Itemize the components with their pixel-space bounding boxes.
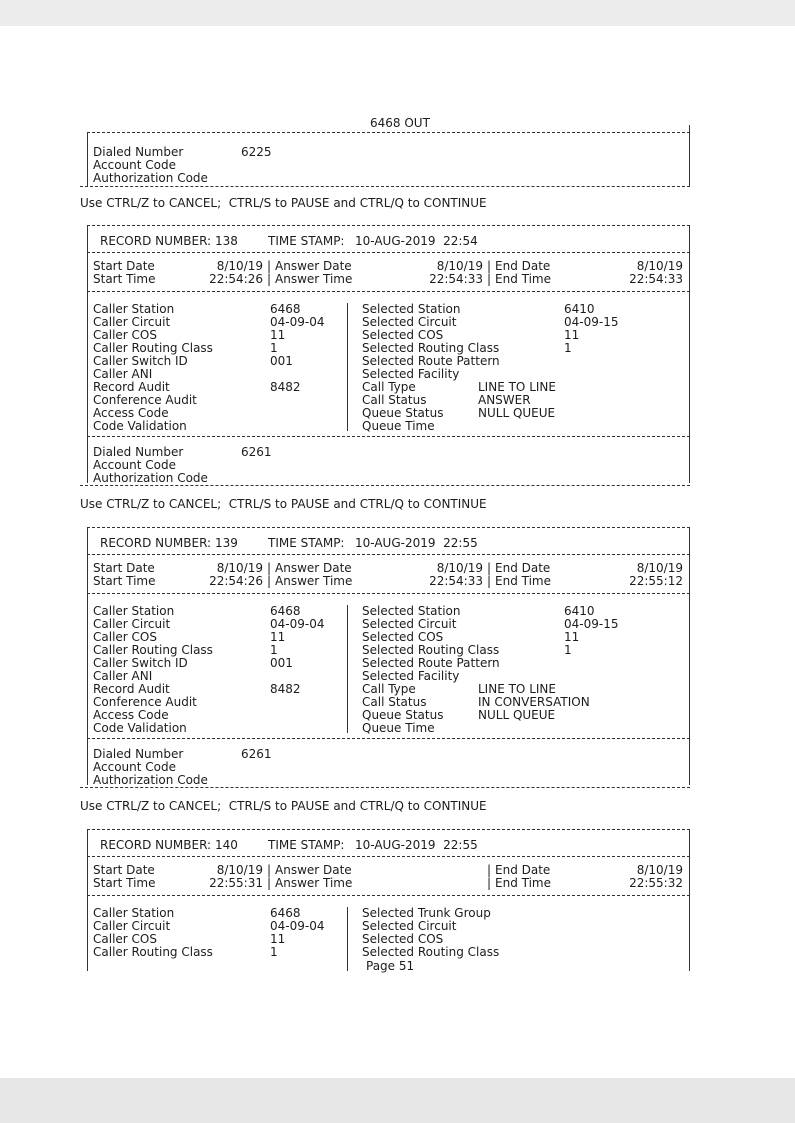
caller-routing-class-value: 1 [270,643,278,657]
selected-routing-class-value: 1 [564,341,572,355]
box-border-left [87,225,88,483]
record-number-label: RECORD NUMBER: [100,536,212,550]
answer-time-label: Answer Time [275,574,353,588]
start-time-label: Start Time [93,876,156,890]
start-time-value: 22:55:31 [209,876,263,890]
caller-switch-id-value: 001 [270,656,293,670]
account-code-label: Account Code [93,458,176,472]
code-validation-label: Code Validation [93,721,187,735]
answer-date-label: Answer Date [275,561,352,575]
caller-circuit-value: 04-09-04 [270,617,325,631]
call-status-label: Call Status [362,393,427,407]
divider [80,485,690,486]
queue-time-label: Queue Time [362,721,435,735]
end-time-value: 22:55:32 [629,876,683,890]
call-status-value: ANSWER [478,393,531,407]
caller-routing-class-label: Caller Routing Class [93,341,213,355]
start-time-label: Start Time [93,574,156,588]
caller-circuit-value: 04-09-04 [270,919,325,933]
column-separator: | [487,561,492,575]
record-number-label: RECORD NUMBER: [100,234,212,248]
call-type-label: Call Type [362,682,416,696]
dialed-number-value: 6261 [241,747,272,761]
box-border-left [87,132,88,186]
call-type-value: LINE TO LINE [478,380,556,394]
divider [87,436,690,437]
selected-circuit-value: 04-09-15 [564,315,619,329]
answer-date-value: 8/10/19 [436,259,483,273]
selected-route-pattern-label: Selected Route Pattern [362,354,500,368]
selected-station-label: Selected Station [362,604,461,618]
dialed-number-label: Dialed Number [93,145,184,159]
selected-circuit-label: Selected Circuit [362,919,457,933]
caller-station-value: 6468 [270,906,301,920]
caller-routing-class-value: 1 [270,341,278,355]
divider [87,554,690,555]
caller-ani-label: Caller ANI [93,367,153,381]
call-status-value: IN CONVERSATION [478,695,590,709]
divider [87,252,690,253]
end-date-label: End Date [495,561,551,575]
caller-circuit-value: 04-09-04 [270,315,325,329]
start-time-value: 22:54:26 [209,272,263,286]
selected-facility-label: Selected Facility [362,367,460,381]
selected-circuit-value: 04-09-15 [564,617,619,631]
selected-station-value: 6410 [564,302,595,316]
record-number-label: RECORD NUMBER: [100,838,212,852]
time-stamp-value: 10-AUG-2019 22:55 [355,838,478,852]
end-date-value: 8/10/19 [636,561,683,575]
divider [87,829,690,830]
selected-routing-class-label: Selected Routing Class [362,643,500,657]
box-border-right [689,225,690,483]
column-separator: | [487,574,492,588]
selected-routing-class-label: Selected Routing Class [362,341,500,355]
access-code-label: Access Code [93,406,169,420]
column-separator: | [487,259,492,273]
queue-status-value: NULL QUEUE [478,708,556,722]
divider [87,225,690,226]
caller-station-value: 6468 [270,302,301,316]
time-stamp-label: TIME STAMP: [268,536,345,550]
divider [87,593,690,594]
box-border-left [87,829,88,971]
caller-cos-value: 11 [270,630,286,644]
queue-status-label: Queue Status [362,708,444,722]
selected-circuit-label: Selected Circuit [362,617,457,631]
selected-cos-value: 11 [564,630,580,644]
record-number-value: 140 [215,838,238,852]
caller-station-value: 6468 [270,604,301,618]
end-date-value: 8/10/19 [636,259,683,273]
selected-station-label: Selected Station [362,302,461,316]
selected-facility-label: Selected Facility [362,669,460,683]
dialed-number-value: 6261 [241,445,272,459]
control-prompt: Use CTRL/Z to CANCEL; CTRL/S to PAUSE and CTRL/Q to CONTINUE [80,497,487,511]
answer-date-label: Answer Date [275,259,352,273]
selected-station-value: 6410 [564,604,595,618]
column-divider [347,907,348,971]
box-border-right [689,125,690,186]
start-date-label: Start Date [93,863,155,877]
caller-station-label: Caller Station [93,302,175,316]
selected-routing-class-label: Selected Routing Class [362,945,500,959]
authorization-code-label: Authorization Code [93,773,208,787]
caller-routing-class-value: 1 [270,945,278,959]
start-date-label: Start Date [93,259,155,273]
queue-status-label: Queue Status [362,406,444,420]
start-date-label: Start Date [93,561,155,575]
caller-cos-value: 11 [270,328,286,342]
start-date-value: 8/10/19 [216,561,263,575]
control-prompt: Use CTRL/Z to CANCEL; CTRL/S to PAUSE and CTRL/Q to CONTINUE [80,799,487,813]
end-date-label: End Date [495,863,551,877]
column-divider [347,303,348,431]
column-separator: | [267,863,272,877]
end-time-label: End Time [495,574,551,588]
caller-switch-id-label: Caller Switch ID [93,354,188,368]
answer-time-value: 22:54:33 [429,272,483,286]
conference-audit-label: Conference Audit [93,393,197,407]
record-audit-value: 8482 [270,682,301,696]
divider [87,738,690,739]
selected-cos-value: 11 [564,328,580,342]
caller-station-label: Caller Station [93,604,175,618]
column-separator: | [487,876,492,890]
dialed-number-label: Dialed Number [93,445,184,459]
page-title: 6468 OUT [370,116,430,130]
selected-cos-label: Selected COS [362,328,444,342]
answer-date-label: Answer Date [275,863,352,877]
code-validation-label: Code Validation [93,419,187,433]
record-audit-label: Record Audit [93,380,170,394]
selected-trunk-group-label: Selected Trunk Group [362,906,491,920]
box-border-left [87,527,88,785]
selected-route-pattern-label: Selected Route Pattern [362,656,500,670]
time-stamp-value: 10-AUG-2019 22:54 [355,234,478,248]
authorization-code-label: Authorization Code [93,471,208,485]
column-separator: | [267,561,272,575]
record-number-value: 139 [215,536,238,550]
start-time-label: Start Time [93,272,156,286]
scan-margin-bottom [0,1078,795,1123]
caller-routing-class-label: Caller Routing Class [93,643,213,657]
access-code-label: Access Code [93,708,169,722]
call-status-label: Call Status [362,695,427,709]
authorization-code-label: Authorization Code [93,171,208,185]
column-separator: | [267,876,272,890]
record-audit-label: Record Audit [93,682,170,696]
time-stamp-value: 10-AUG-2019 22:55 [355,536,478,550]
selected-cos-label: Selected COS [362,932,444,946]
caller-circuit-label: Caller Circuit [93,315,171,329]
call-type-label: Call Type [362,380,416,394]
selected-circuit-label: Selected Circuit [362,315,457,329]
start-date-value: 8/10/19 [216,863,263,877]
box-border-right [689,527,690,785]
dialed-number-label: Dialed Number [93,747,184,761]
end-time-label: End Time [495,272,551,286]
column-separator: | [487,272,492,286]
divider [87,856,690,857]
column-separator: | [267,259,272,273]
box-border-right [689,829,690,971]
control-prompt: Use CTRL/Z to CANCEL; CTRL/S to PAUSE and CTRL/Q to CONTINUE [80,196,487,210]
caller-switch-id-label: Caller Switch ID [93,656,188,670]
column-divider [347,605,348,733]
divider [87,291,690,292]
caller-cos-label: Caller COS [93,630,157,644]
caller-circuit-label: Caller Circuit [93,617,171,631]
caller-cos-label: Caller COS [93,328,157,342]
account-code-label: Account Code [93,760,176,774]
divider [87,895,690,896]
scan-margin-top [0,0,795,26]
queue-status-value: NULL QUEUE [478,406,556,420]
call-type-value: LINE TO LINE [478,682,556,696]
divider [87,527,690,528]
page-number: Page 51 [366,959,415,973]
selected-routing-class-value: 1 [564,643,572,657]
end-time-value: 22:54:33 [629,272,683,286]
end-date-label: End Date [495,259,551,273]
selected-cos-label: Selected COS [362,630,444,644]
column-separator: | [267,272,272,286]
answer-date-value: 8/10/19 [436,561,483,575]
caller-routing-class-label: Caller Routing Class [93,945,213,959]
caller-station-label: Caller Station [93,906,175,920]
record-number-value: 138 [215,234,238,248]
time-stamp-label: TIME STAMP: [268,838,345,852]
divider [87,132,690,133]
caller-circuit-label: Caller Circuit [93,919,171,933]
start-time-value: 22:54:26 [209,574,263,588]
answer-time-value: 22:54:33 [429,574,483,588]
end-date-value: 8/10/19 [636,863,683,877]
time-stamp-label: TIME STAMP: [268,234,345,248]
caller-cos-value: 11 [270,932,286,946]
caller-cos-label: Caller COS [93,932,157,946]
column-separator: | [267,574,272,588]
record-audit-value: 8482 [270,380,301,394]
queue-time-label: Queue Time [362,419,435,433]
dialed-number-value: 6225 [241,145,272,159]
divider [80,186,690,187]
conference-audit-label: Conference Audit [93,695,197,709]
caller-ani-label: Caller ANI [93,669,153,683]
answer-time-label: Answer Time [275,876,353,890]
start-date-value: 8/10/19 [216,259,263,273]
account-code-label: Account Code [93,158,176,172]
caller-switch-id-value: 001 [270,354,293,368]
column-separator: | [487,863,492,877]
answer-time-label: Answer Time [275,272,353,286]
divider [80,787,690,788]
end-time-value: 22:55:12 [629,574,683,588]
report-page [80,80,710,1030]
end-time-label: End Time [495,876,551,890]
